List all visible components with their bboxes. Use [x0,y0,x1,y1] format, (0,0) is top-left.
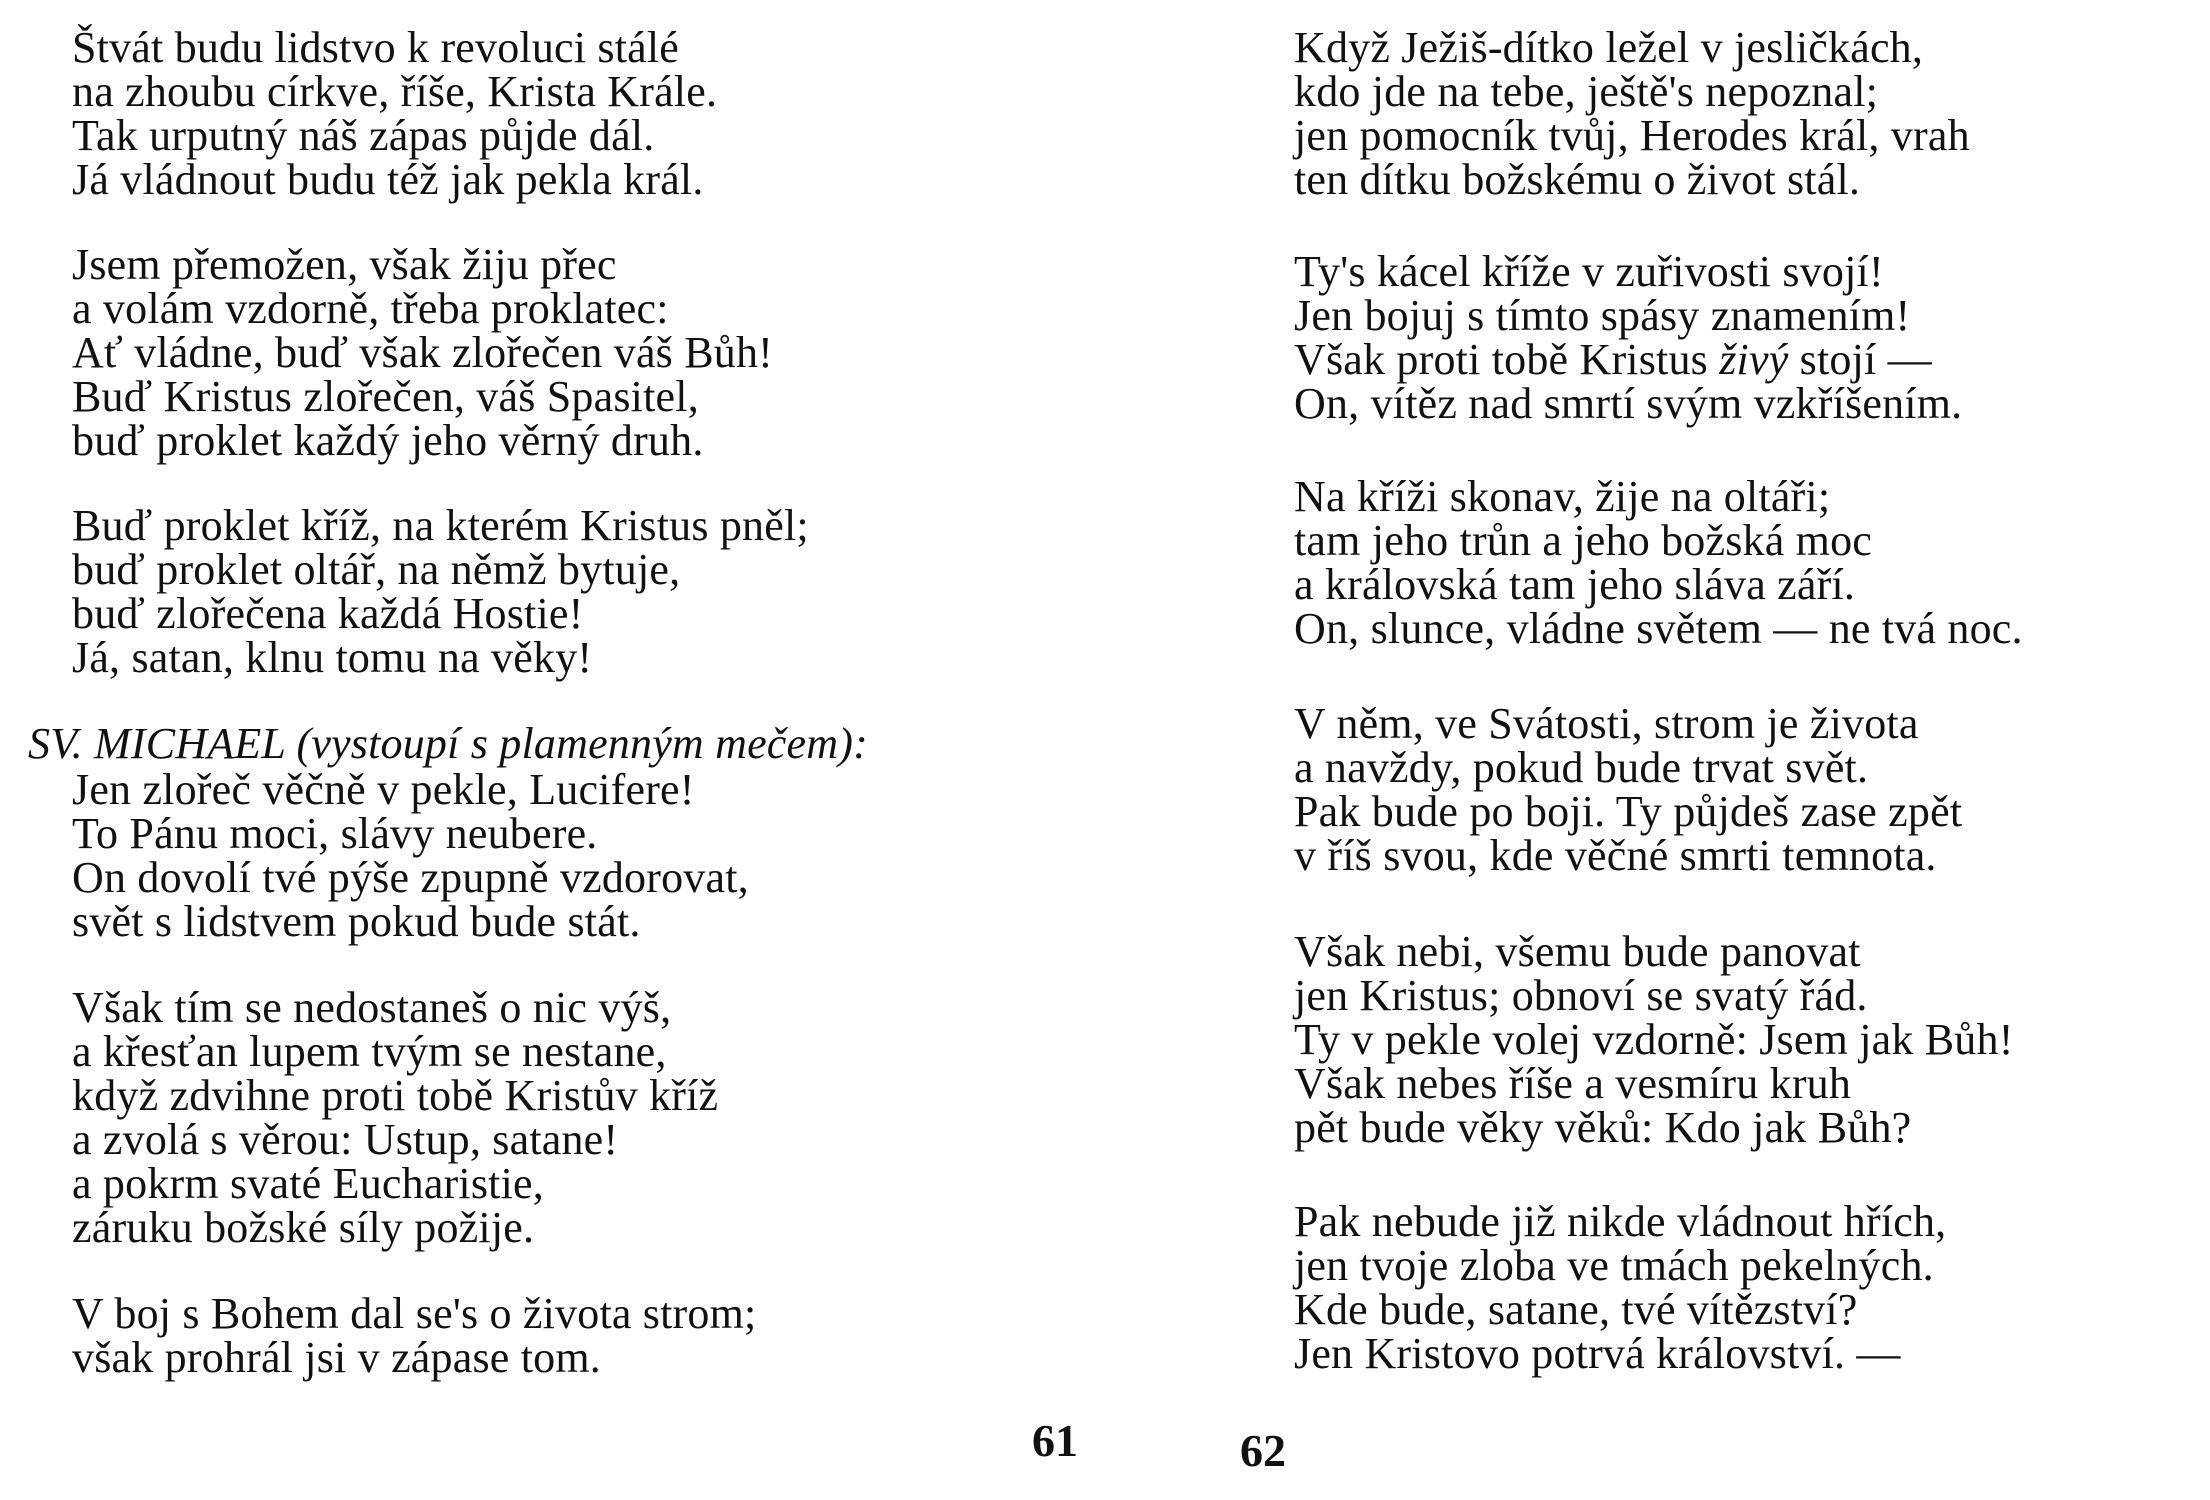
verse-line: Kde bude, satane, tvé vítězství? [1294,1285,1858,1334]
verse-line: Však nebes říše a vesmíru kruh [1294,1059,1852,1108]
verse-line: Pak bude po boji. Ty půjdeš zase zpět [1294,787,1963,836]
verse-line: Já, satan, klnu tomu na věky! [72,633,593,682]
verse-line: Ať vládne, buď však zlořečen váš Bůh! [72,328,774,377]
verse-line: záruku božské síly požije. [72,1203,535,1252]
verse-line: V boj s Bohem dal se's o života strom; [72,1289,757,1338]
verse-line: Jen bojuj s tímto spásy znamením! [1294,291,1911,340]
verse-line: Tak urputný náš zápas půjde dál. [72,111,655,160]
verse-line: To Pánu moci, slávy neubere. [72,809,598,858]
verse-line: a zvolá s věrou: Ustup, satane! [72,1115,619,1164]
verse-line: když zdvihne proti tobě Kristův kříž [72,1071,719,1120]
verse-line: v říš svou, kde věčné smrti temnota. [1294,831,1937,880]
verse-line: On, vítěz nad smrtí svým vzkříšením. [1294,379,1963,428]
verse-line: On, slunce, vládne světem — ne tvá noc. [1294,604,2023,653]
verse-line: Štvát budu lidstvo k revoluci stálé [72,23,680,72]
verse-line: buď proklet oltář, na němž bytuje, [72,545,681,594]
verse-line: a volám vzdorně, třeba proklatec: [72,284,669,333]
verse-line: jen tvoje zloba ve tmách pekelných. [1294,1241,1934,1290]
verse-line: V něm, ve Svátosti, strom je života [1294,699,1919,748]
verse-line: Však proti tobě Kristus živý stojí — [1294,335,1932,384]
verse-line: On dovolí tvé pýše zpupně vzdorovat, [72,853,749,902]
verse-line: Ty's kácel kříže v zuřivosti svojí! [1294,247,1884,296]
page-number: 61 [1032,1415,1078,1466]
verse-line: Ty v pekle volej vzdorně: Jsem jak Bůh! [1294,1015,2014,1064]
verse-line: jen pomocník tvůj, Herodes král, vrah [1294,111,1970,160]
verse-line: Jsem přemožen, však žiju přec [72,240,617,289]
verse-line: buď zlořečena každá Hostie! [72,589,584,638]
verse-line: a navždy, pokud bude trvat svět. [1294,743,1869,792]
verse-line: kdo jde na tebe, ještě's nepoznal; [1294,67,1879,116]
verse-line: a královská tam jeho sláva září. [1294,560,1856,609]
right-page [1170,0,2210,1500]
verse-line: svět s lidstvem pokud bude stát. [72,897,641,946]
verse-line: ten dítku božskému o život stál. [1294,155,1861,204]
verse-line: a pokrm svaté Eucharistie, [72,1159,544,1208]
verse-line: Jen Kristovo potrvá království. — [1294,1329,1901,1378]
speaker-heading: SV. MICHAEL (vystoupí s plamenným mečem): [28,719,868,768]
verse-line: Však nebi, všemu bude panovat [1294,927,1861,976]
verse-line: Buď proklet kříž, na kterém Kristus pněl; [72,501,809,550]
verse-line: na zhoubu církve, říše, Krista Krále. [72,67,718,116]
verse-line: jen Kristus; obnoví se svatý řád. [1294,971,1868,1020]
page-number: 62 [1240,1425,1286,1476]
verse-line: tam jeho trůn a jeho božská moc [1294,516,1873,565]
verse-line: Já vládnout budu též jak pekla král. [72,155,704,204]
verse-line: však prohrál jsi v zápase tom. [72,1333,601,1382]
verse-line: a křesťan lupem tvým se nestane, [72,1027,667,1076]
verse-line: Když Ježiš-dítko ležel v jesličkách, [1294,23,1924,72]
verse-line: Buď Kristus zlořečen, váš Spasitel, [72,372,699,421]
verse-line: Na kříži skonav, žije na oltáři; [1294,472,1831,521]
verse-line: Pak nebude již nikde vládnout hřích, [1294,1197,1947,1246]
verse-line: Jen zlořeč věčně v pekle, Lucifere! [72,765,695,814]
verse-line: buď proklet každý jeho věrný druh. [72,416,704,465]
emphasized-word: živý [1719,335,1789,384]
verse-line: pět bude věky věků: Kdo jak Bůh? [1294,1103,1912,1152]
verse-line: Však tím se nedostaneš o nic výš, [72,983,672,1032]
